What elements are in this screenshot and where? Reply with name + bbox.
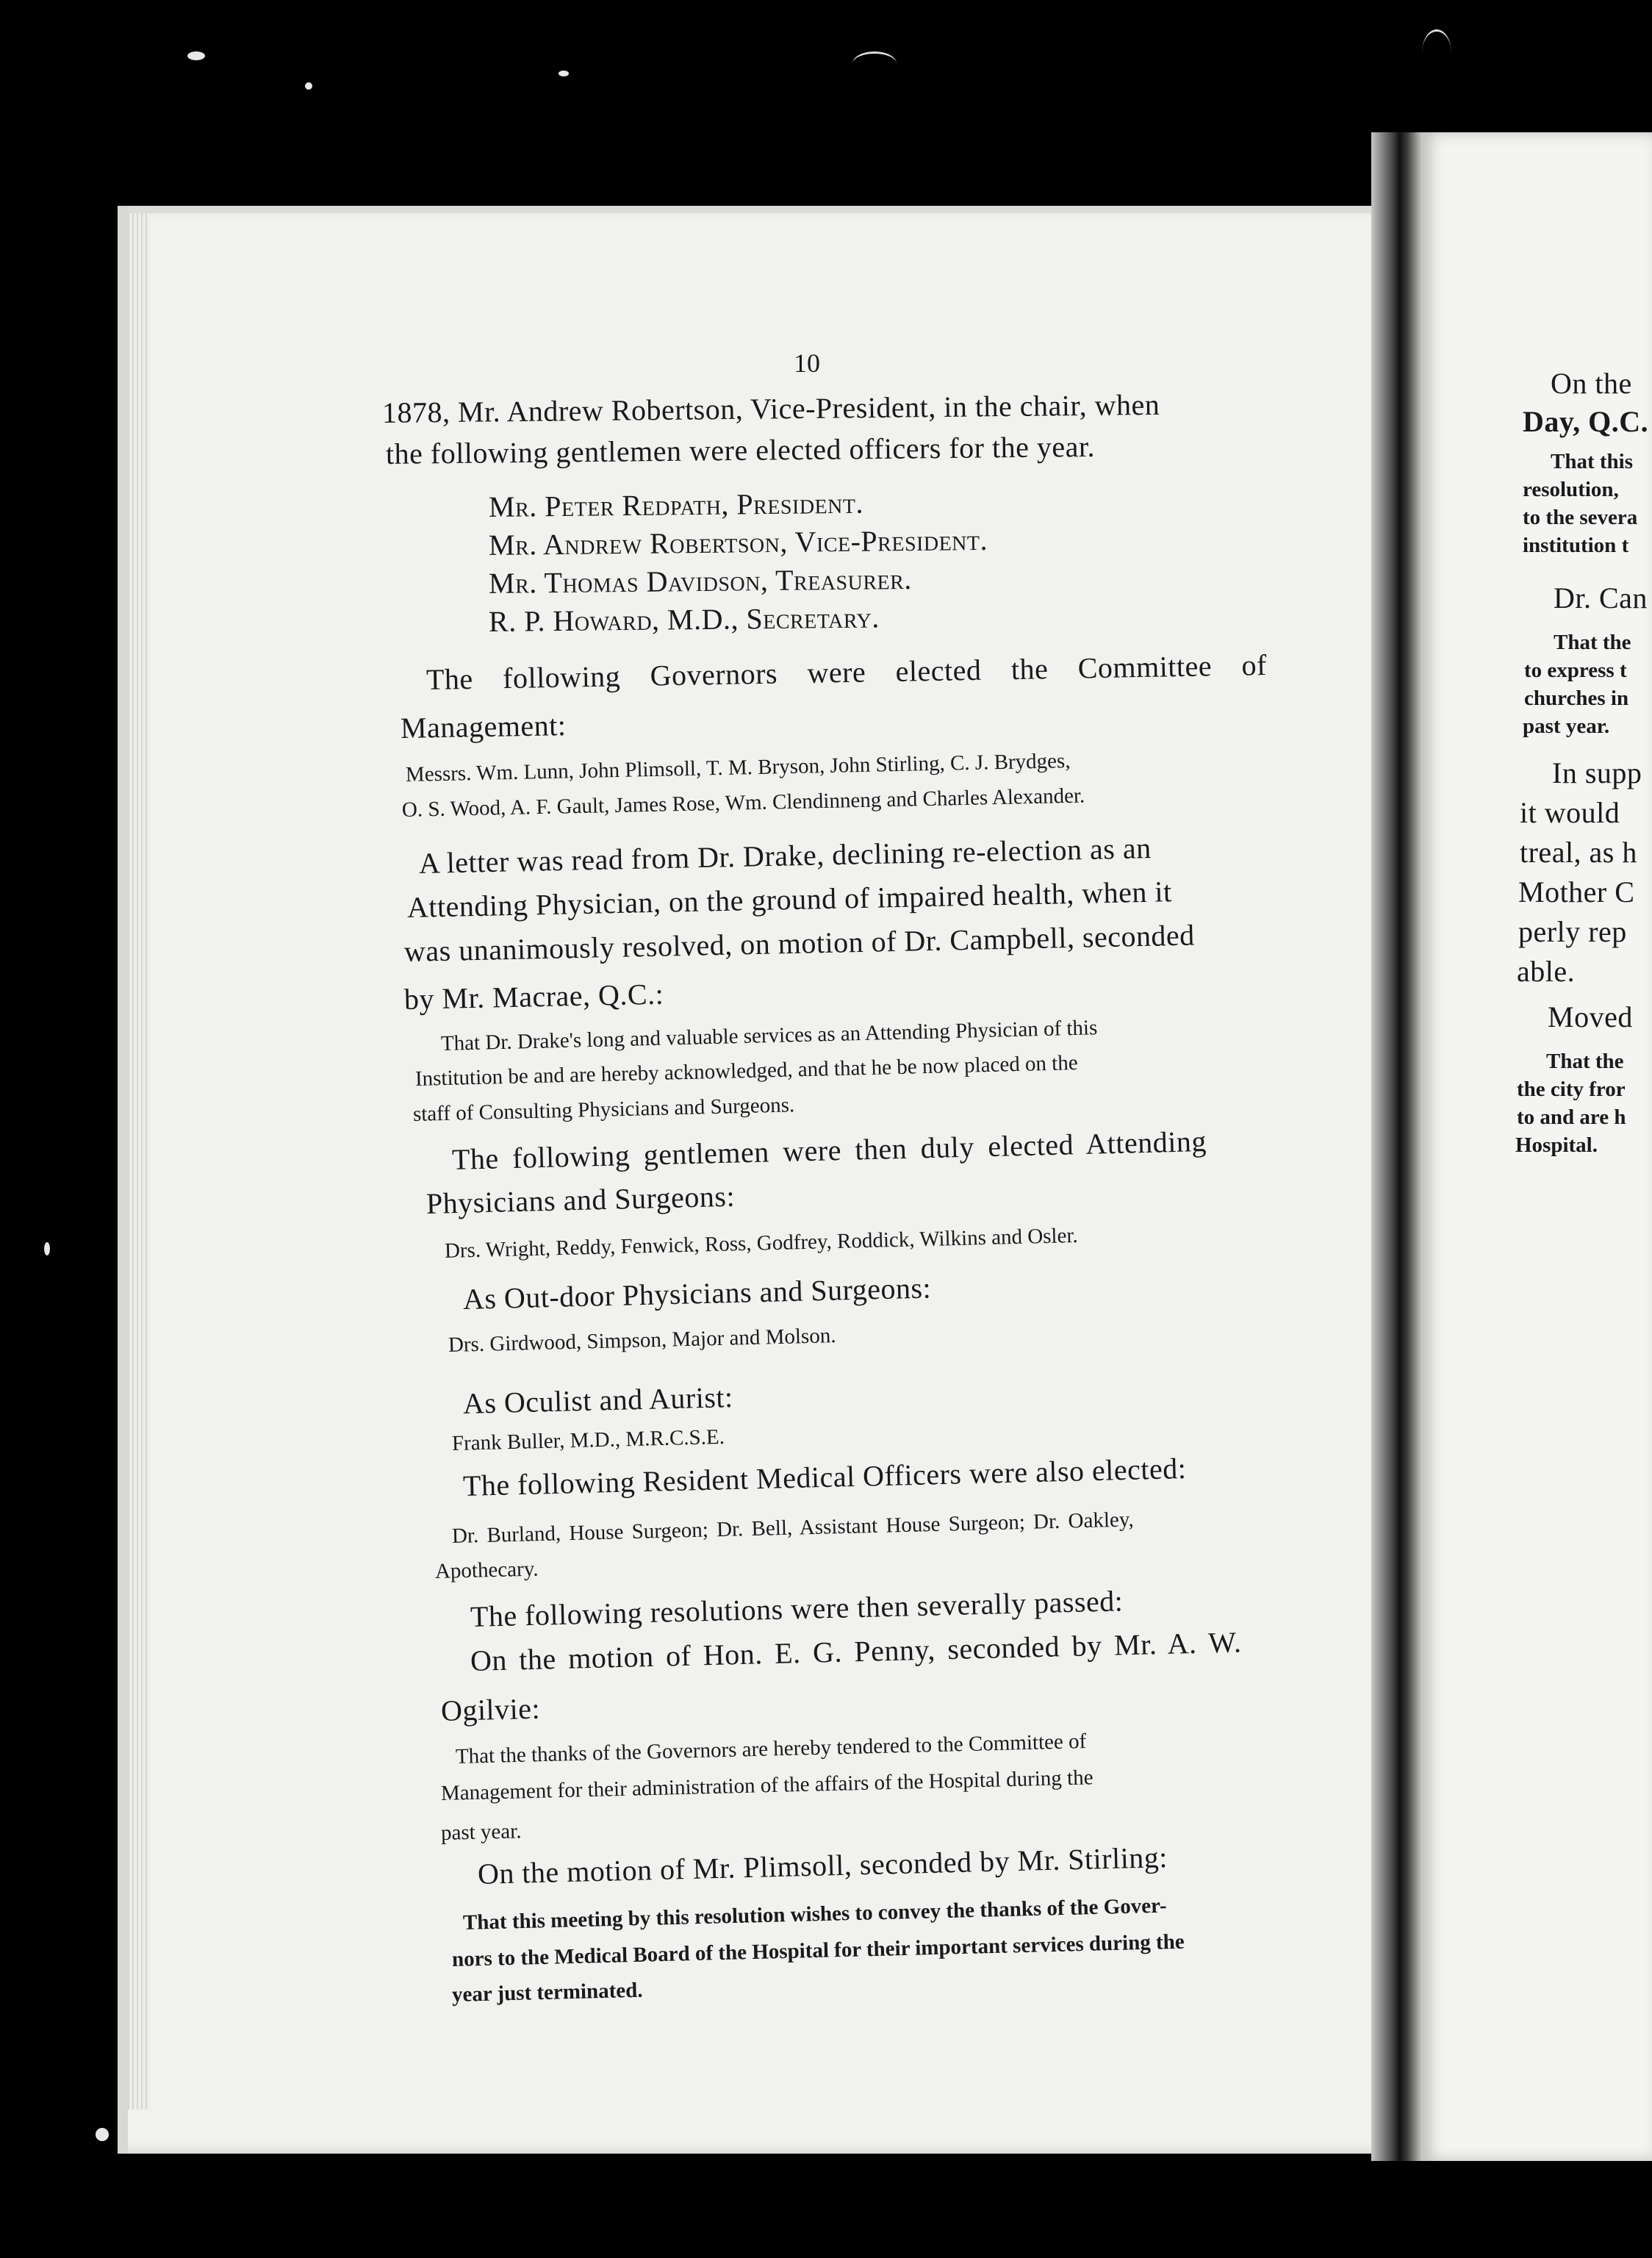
resident-list-line: Dr. Burland, House Surgeon; Dr. Bell, Assistant House Surgeon; Dr. Oakley, <box>451 1508 1135 1548</box>
resolution-line: Institution be and are hereby acknowledged, and that he be now placed on the <box>414 1050 1079 1091</box>
resolution-line: staff of Consulting Physicians and Surgeons. <box>412 1093 795 1126</box>
officer-line: R. P. Howard, M.D., Secretary. <box>488 601 880 638</box>
outdoor-list: Drs. Girdwood, Simpson, Major and Molson. <box>448 1324 836 1357</box>
scan-scratch <box>852 51 897 76</box>
body-line: Management: <box>400 709 567 745</box>
right-fragment: That the <box>1554 631 1631 654</box>
body-line: The following Governors were elected the Committee of <box>425 648 1268 696</box>
right-fragment: past year. <box>1523 714 1610 738</box>
right-fragment: churches in <box>1524 687 1629 710</box>
body-line: was unanimously resolved, on motion of Dr. Campbell, seconded <box>403 918 1196 968</box>
right-fragment: able. <box>1517 955 1576 988</box>
body-line: A letter was read from Dr. Drake, declining re-election as an <box>418 831 1152 880</box>
right-fragment: it would <box>1520 796 1620 829</box>
resolution-line: Management for their administration of the affairs of the Hospital during the <box>440 1766 1093 1805</box>
body-line: Attending Physician, on the ground of impaired health, when it <box>406 875 1173 924</box>
resolution-line: That Dr. Drake's long and valuable services as an Attending Physician of this <box>440 1016 1098 1055</box>
right-fragment: perly rep <box>1518 915 1627 948</box>
book-gutter <box>1371 132 1423 2161</box>
right-fragment: That the <box>1546 1050 1624 1073</box>
right-fragment: to express t <box>1524 659 1627 682</box>
officer-line: Mr. Peter Redpath, President. <box>488 486 864 523</box>
right-fragment: In supp <box>1552 756 1642 789</box>
body-line: Ogilvie: <box>440 1691 541 1727</box>
right-fragment: Day, Q.C. <box>1523 405 1649 438</box>
resolution-line: That the thanks of the Governors are hereby tendered to the Committee of <box>455 1730 1087 1768</box>
body-line: 1878, Mr. Andrew Robertson, Vice-President, in the chair, when <box>381 387 1160 429</box>
body-line: by Mr. Macrae, Q.C.: <box>403 977 664 1016</box>
right-fragment: the city fror <box>1517 1078 1626 1101</box>
resolution-line: past year. <box>440 1819 522 1845</box>
resident-list-line: Apothecary. <box>434 1557 539 1583</box>
scan-speck <box>559 71 569 76</box>
scan-speck <box>96 2128 109 2141</box>
officer-line: Mr. Andrew Robertson, Vice-President. <box>488 523 988 562</box>
right-fragment: That this <box>1551 450 1634 473</box>
body-line: The following resolutions were then severally passed: <box>470 1584 1124 1633</box>
resolution-line: That this meeting by this resolution wishes to convey the thanks of the Gover- <box>462 1893 1167 1935</box>
right-fragment: Hospital. <box>1515 1133 1598 1157</box>
body-line: Physicians and Surgeons: <box>425 1179 736 1220</box>
right-fragment: Moved <box>1548 1000 1633 1033</box>
scan-speck <box>44 1242 50 1255</box>
body-line: On the motion of Hon. E. G. Penny, seconded by Mr. A. W. <box>470 1625 1242 1677</box>
right-page <box>1423 132 1652 2161</box>
right-fragment: institution t <box>1523 534 1629 557</box>
right-fragment: resolution, <box>1523 478 1619 501</box>
page-edge-stack <box>128 213 150 2110</box>
right-fragment: treal, as h <box>1520 836 1637 869</box>
body-line: As Out-door Physicians and Surgeons: <box>462 1271 932 1316</box>
body-line: As Oculist and Aurist: <box>462 1380 734 1420</box>
page-number: 10 <box>794 348 820 378</box>
scan-speck <box>305 82 312 90</box>
right-fragment: Dr. Can <box>1554 581 1648 614</box>
right-fragment: On the <box>1551 367 1632 400</box>
body-line: The following gentlemen were then duly elected Attending <box>451 1124 1207 1176</box>
body-line: the following gentlemen were elected officers for the year. <box>385 429 1096 470</box>
committee-members-line: Messrs. Wm. Lunn, John Plimsoll, T. M. Bryson, John Stirling, C. J. Brydges, <box>405 749 1071 786</box>
left-page <box>118 206 1418 2154</box>
body-line: The following Resident Medical Officers were also elected: <box>462 1451 1187 1502</box>
right-fragment: Mother C <box>1518 875 1635 908</box>
officer-line: Mr. Thomas Davidson, Treasurer. <box>488 562 913 600</box>
right-fragment: to and are h <box>1517 1105 1626 1129</box>
body-line: On the motion of Mr. Plimsoll, seconded by Mr. Stirling: <box>477 1841 1168 1890</box>
oculist-name: Frank Buller, M.D., M.R.C.S.E. <box>451 1424 725 1455</box>
committee-members-line: O. S. Wood, A. F. Gault, James Rose, Wm. Clendinneng and Charles Alexander. <box>401 784 1085 822</box>
scan-speck <box>187 51 205 60</box>
resolution-line: year just terminated. <box>451 1978 643 2007</box>
scan-scratch <box>1422 29 1451 76</box>
right-fragment: to the severa <box>1523 506 1638 529</box>
attending-list: Drs. Wright, Reddy, Fenwick, Ross, Godfrey, Roddick, Wilkins and Osler. <box>444 1223 1079 1263</box>
resolution-line: nors to the Medical Board of the Hospital for their important services during the <box>451 1929 1185 1971</box>
